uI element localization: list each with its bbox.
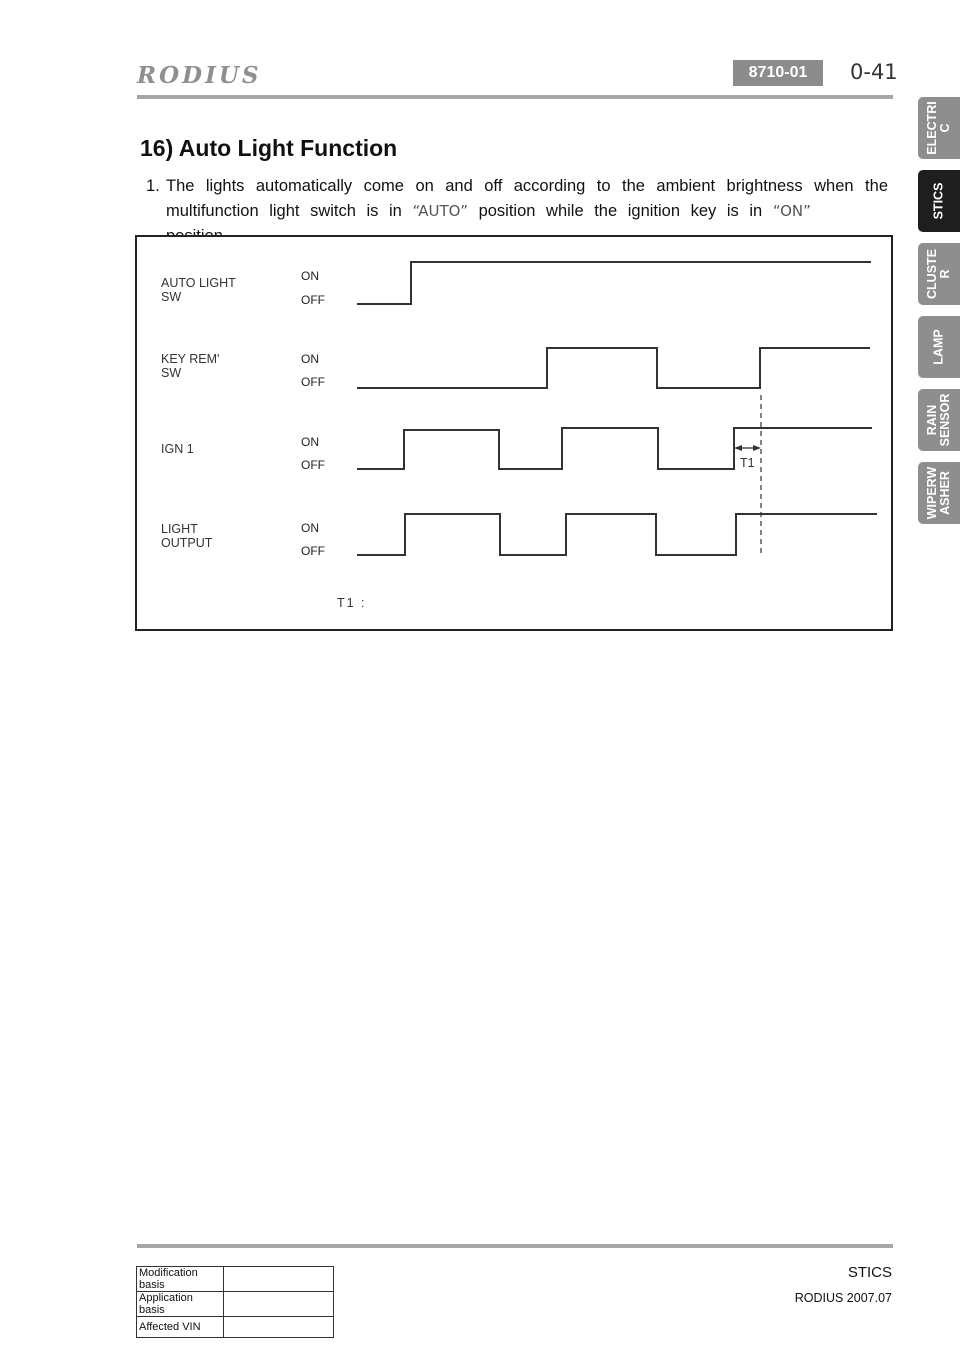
basis-value	[224, 1317, 334, 1338]
basis-label: Application basis	[137, 1292, 224, 1317]
item-number: 1.	[146, 177, 160, 195]
t1-note: T1 :	[337, 596, 367, 610]
on-label: ON	[301, 269, 319, 283]
signal-label-auto-light-l1: AUTO LIGHT	[161, 276, 236, 290]
text-line-1: The lights automatically come on and off according to the ambient brightness when the	[166, 177, 888, 195]
timing-diagram	[135, 235, 893, 631]
signal-label-ign1: IGN 1	[161, 442, 194, 456]
basis-label: Modification basis	[137, 1267, 224, 1292]
brand-logo: RODIUS	[137, 62, 262, 89]
text-line-2: multifunction light switch is in “AUTO” position while the ignition key is in “ON”	[166, 202, 811, 220]
description-paragraph	[146, 174, 890, 232]
tab-rain-sensor[interactable]: RAIN SENSOR	[918, 389, 960, 451]
signal-label-auto-light-l2: SW	[161, 290, 182, 304]
table-row	[137, 1292, 334, 1317]
basis-label: Affected VIN	[137, 1317, 224, 1338]
footer-section-name: STICS	[847, 1264, 892, 1281]
section-code-badge: 8710-01	[733, 60, 823, 86]
auto-quote: “AUTO”	[412, 202, 468, 220]
off-label: OFF	[301, 293, 325, 307]
on-quote: “ON”	[772, 202, 811, 220]
basis-value	[224, 1267, 334, 1292]
header-divider	[137, 95, 893, 99]
table-row	[137, 1317, 334, 1338]
basis-value	[224, 1292, 334, 1317]
waveform-key-rem-sw	[357, 348, 870, 388]
tab-wiper-washer[interactable]: WIPERW ASHER	[918, 462, 960, 524]
waveform-ign1	[357, 428, 872, 469]
waveform-light-output	[357, 514, 877, 555]
section-title: 16) Auto Light Function	[140, 135, 398, 161]
on-label: ON	[301, 352, 319, 366]
off-label: OFF	[301, 544, 325, 558]
signal-label-light-output-l1: LIGHT	[161, 522, 198, 536]
page-number: 0-41	[850, 60, 898, 84]
signal-label-light-output-l2: OUTPUT	[161, 536, 213, 550]
footer-model-date: RODIUS 2007.07	[794, 1291, 892, 1305]
basis-table	[136, 1266, 334, 1338]
t1-arrowhead-left	[734, 445, 742, 451]
t1-marker-label: T1	[740, 456, 755, 470]
off-label: OFF	[301, 458, 325, 472]
signal-label-key-rem-l2: SW	[161, 366, 182, 380]
on-label: ON	[301, 521, 319, 535]
off-label: OFF	[301, 375, 325, 389]
t1-arrowhead-right	[753, 445, 761, 451]
tab-electric[interactable]: ELECTRI C	[918, 97, 960, 159]
tab-lamp[interactable]: LAMP	[918, 316, 960, 378]
waveform-auto-light-sw	[357, 262, 871, 304]
on-label: ON	[301, 435, 319, 449]
signal-label-key-rem-l1: KEY REM'	[161, 352, 220, 366]
tab-stics[interactable]: STICS	[918, 170, 960, 232]
tab-cluster[interactable]: CLUSTE R	[918, 243, 960, 305]
table-row	[137, 1267, 334, 1292]
footer-divider	[137, 1244, 893, 1248]
